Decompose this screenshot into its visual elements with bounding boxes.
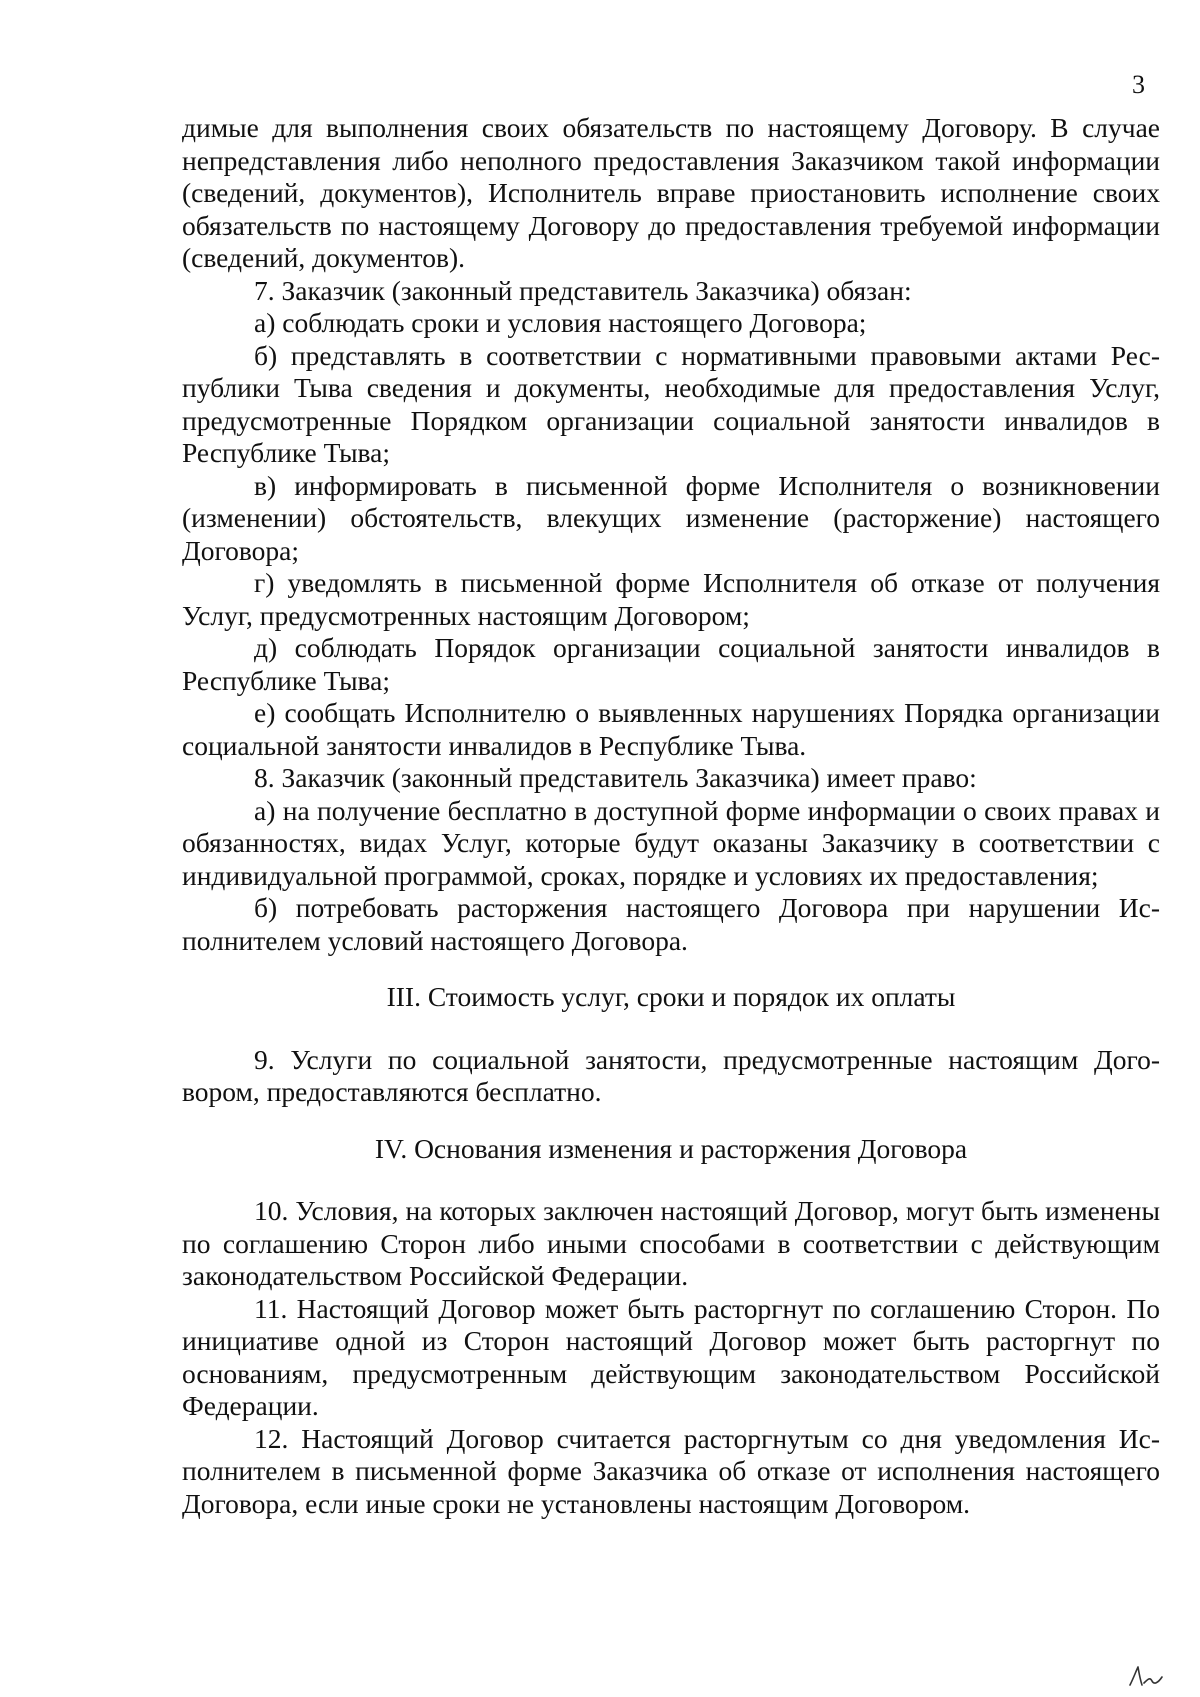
clause-7: 7. Заказчик (законный представитель Заказчика) обязан:: [254, 274, 912, 306]
clause-7-b: б) представлять в соответствии с нормативными правовыми актами Республики Тыва сведения и документы, необходимые для предоставления Услуг, предусмотренные Порядком организации социальной занятости инвалидов в Республике Тыва;: [182, 339, 1160, 468]
document-body: [182, 112, 1160, 1520]
page-number: 3: [1132, 70, 1145, 99]
section-heading-3: III. Стоимость услуг, сроки и порядок их оплаты: [386, 981, 956, 1012]
clause-8-b: б) потребовать расторжения настоящего Договора при нарушении Исполнителем условий настоящего Договора.: [182, 892, 1160, 956]
handwritten-mark-icon: [1126, 1663, 1166, 1689]
clause-8-a: а) на получение бесплатно в доступной форме информации о своих правах и обязанностях, видах Услуг, которые будут оказаны Заказчику в соответствии с индивидуальной программой, сроках, порядке и условиях их предоставления;: [182, 794, 1160, 891]
clause-7-a: а) соблюдать сроки и условия настоящего Договора;: [254, 307, 867, 338]
clause-11: 11. Настоящий Договор может быть расторгнут по соглашению Сторон. По инициативе одной из Сторон настоящий Договор может быть расторгнут по основаниям, предусмотренным действующим законодательством Российской Федерации.: [182, 1292, 1160, 1421]
clause-8: 8. Заказчик (законный представитель Заказчика) имеет право:: [254, 762, 977, 793]
clause-12: 12. Настоящий Договор считается расторгнутым со дня уведомления Исполнителем в письменной форме Заказчика об отказе от исполнения настоящего Договора, если иные сроки не установлены настоящим Договором.: [182, 1422, 1160, 1519]
section-heading-4: IV. Основания изменения и расторжения Договора: [374, 1132, 968, 1164]
clause-10: 10. Условия, на которых заключен настоящий Договор, могут быть изменены по соглашению Сторон либо иными способами в соответствии с действующим законодательством Российской Федерации.: [182, 1195, 1160, 1291]
clause-9: 9. Услуги по социальной занятости, предусмотренные настоящим Договором, предоставляются бесплатно.: [182, 1043, 1160, 1107]
paragraph-continuation: димые для выполнения своих обязательств по настоящему Договору. В случае непредставления либо неполного предоставления Заказчиком такой информации (сведений, документов), Исполнитель вправе приостановить исполнение своих обязательств по настоящему Договору до предоставления требуемой информации (сведений, документов).: [182, 112, 1160, 273]
clause-7-g: г) уведомлять в письменной форме Исполнителя об отказе от получения Услуг, предусмотренных настоящим Договором;: [182, 567, 1160, 631]
clause-7-v: в) информировать в письменной форме Исполнителя о возникновении (изменении) обстоятельств, влекущих изменение (расторжение) настоящего Договора;: [182, 469, 1160, 566]
clause-7-d: д) соблюдать Порядок организации социальной занятости инвалидов в Республике Тыва;: [182, 632, 1160, 696]
clause-7-e: е) сообщать Исполнителю о выявленных нарушениях Порядка организации социальной занятости инвалидов в Республике Тыва.: [182, 697, 1160, 761]
